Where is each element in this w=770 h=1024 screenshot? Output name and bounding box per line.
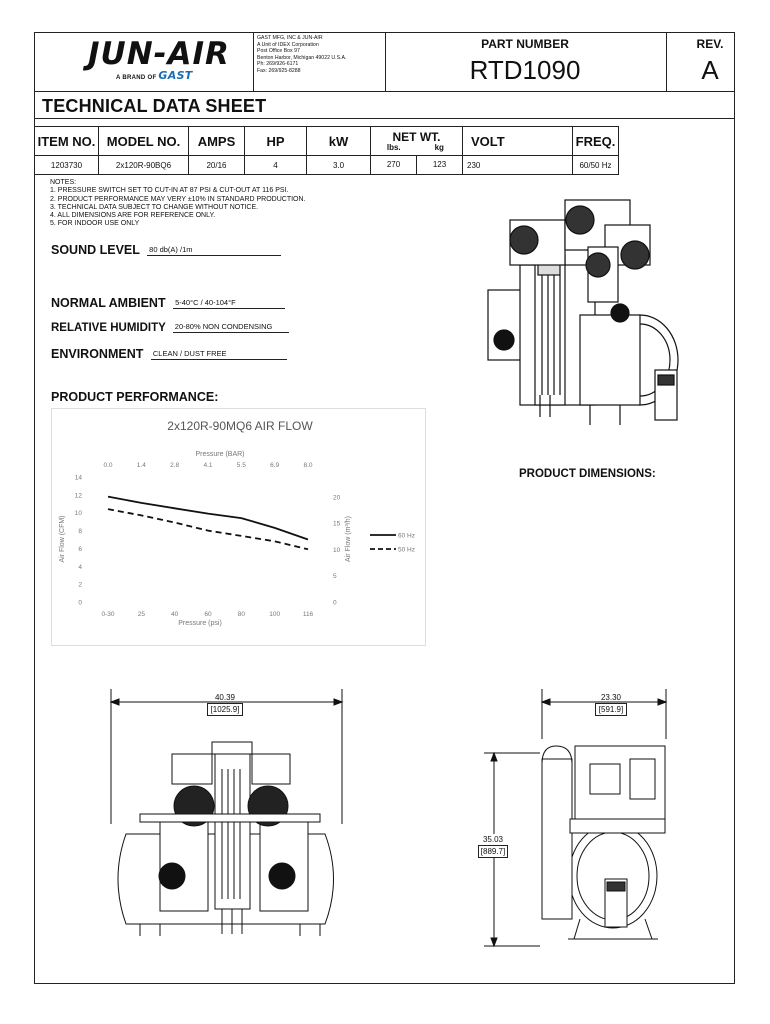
width-dimension-label xyxy=(190,692,260,716)
x2-tick-label: 8.0 xyxy=(303,462,313,469)
net-weight-label: NET WT. xyxy=(392,129,441,144)
notes-block xyxy=(50,179,306,229)
address-line: Post Office Box 97 xyxy=(257,48,300,55)
y-tick-label: 8 xyxy=(78,528,82,536)
note-line: 1. PRESSURE SWITCH SET TO CUT-IN AT 87 PSI & CUT-OUT AT 116 PSI. xyxy=(50,187,289,195)
x-tick-label: 100 xyxy=(269,611,281,618)
y2-axis-label: Air Flow (m³/h) xyxy=(345,516,352,562)
y-tick-label: 6 xyxy=(78,545,82,553)
x2-tick-label: 4.1 xyxy=(203,462,213,469)
sound-level-field xyxy=(51,243,281,257)
relative-humidity-field xyxy=(51,322,289,334)
header-net-weight xyxy=(371,127,463,156)
address-line: GAST MFG, INC & JUN-AIR xyxy=(257,35,323,41)
y2-tick-label: 0 xyxy=(333,599,337,607)
y2-tick-label: 20 xyxy=(333,494,341,502)
cell-net-weight xyxy=(371,156,463,175)
cell-amps: 20/16 xyxy=(189,156,245,175)
header-amps: AMPS xyxy=(189,127,245,156)
x2-tick-label: 1.4 xyxy=(136,462,146,469)
document-title: TECHNICAL DATA SHEET xyxy=(42,96,267,116)
y2-tick-label: 5 xyxy=(333,573,337,581)
header-freq: FREQ. xyxy=(573,127,619,156)
x2-tick-label: 6.9 xyxy=(270,462,280,469)
cell-hp: 4 xyxy=(245,156,307,175)
sound-level-label: SOUND LEVEL xyxy=(51,243,140,257)
note-line: 4. ALL DIMENSIONS ARE FOR REFERENCE ONLY. xyxy=(50,212,216,220)
title-divider xyxy=(34,118,735,119)
cell-kw: 3.0 xyxy=(307,156,371,175)
y2-tick-label: 10 xyxy=(333,546,341,554)
airflow-chart-box xyxy=(51,408,426,646)
gast-logo: GAST xyxy=(158,69,193,82)
rev-label: REV. xyxy=(696,37,724,51)
side-view-drawing xyxy=(470,684,700,954)
x-axis-label: Pressure (psi) xyxy=(178,620,222,627)
x-tick-label: 0-30 xyxy=(101,611,115,618)
x2-tick-label: 5.5 xyxy=(236,462,246,469)
x-tick-label: 80 xyxy=(237,611,245,618)
part-number-label: PART NUMBER xyxy=(481,37,569,51)
part-number-value: RTD1090 xyxy=(469,55,581,85)
cell-freq: 60/50 Hz xyxy=(573,156,619,175)
note-line: 5. FOR INDOOR USE ONLY xyxy=(50,220,140,228)
note-line: 3. TECHNICAL DATA SUBJECT TO CHANGE WITHOUT NOTICE. xyxy=(50,203,259,211)
cell-kg: 123 xyxy=(432,160,447,169)
y-tick-label: 4 xyxy=(78,563,82,571)
y-axis-label: Air Flow (CFM) xyxy=(59,515,66,563)
x-tick-label: 116 xyxy=(302,611,314,618)
note-line: NOTES: xyxy=(50,179,77,186)
brand-prefix: A BRAND OF xyxy=(116,75,157,81)
cell-item-no: 1203730 xyxy=(35,156,99,175)
front-view-drawing xyxy=(100,684,360,954)
relative-humidity-value: 20-80% NON CONDENSING xyxy=(173,322,289,333)
kg-label: kg xyxy=(434,142,444,152)
environment-label: ENVIRONMENT xyxy=(51,347,144,361)
x-tick-label: 25 xyxy=(137,611,145,618)
header-item-no: ITEM NO. xyxy=(35,127,99,156)
lbs-label: lbs. xyxy=(386,142,401,152)
height-dimension-label xyxy=(476,834,510,858)
header-hp: HP xyxy=(245,127,307,156)
product-dimensions-heading: PRODUCT DIMENSIONS: xyxy=(519,468,656,480)
y-tick-label: 2 xyxy=(78,581,82,589)
header-volt: VOLT xyxy=(463,127,573,156)
header-separator xyxy=(666,32,667,92)
depth-inches: 23.30 xyxy=(600,693,622,702)
spec-data-row xyxy=(35,156,619,175)
x-tick-label: 40 xyxy=(171,611,179,618)
width-mm: [1025.9] xyxy=(207,703,244,716)
header-kw: kW xyxy=(307,127,371,156)
relative-humidity-label: RELATIVE HUMIDITY xyxy=(51,322,166,334)
spec-table xyxy=(34,126,619,175)
note-line: 2. PRODUCT PERFORMANCE MAY VERY ±10% IN STANDARD PRODUCTION. xyxy=(50,195,306,203)
chart-title: 2x120R-90MQ6 AIR FLOW xyxy=(167,419,313,433)
height-inches: 35.03 xyxy=(482,835,504,844)
legend-label: 50 Hz xyxy=(398,546,415,554)
sound-level-value: 80 db(A) /1m xyxy=(147,245,281,256)
address-line: Fax: 269/925-8288 xyxy=(257,67,301,74)
depth-dimension-label xyxy=(576,692,646,716)
x2-tick-label: 2.8 xyxy=(170,462,180,469)
normal-ambient-value: 5-40°C / 40-104°F xyxy=(173,298,285,309)
normal-ambient-label: NORMAL AMBIENT xyxy=(51,296,166,310)
address-line: Ph: 269/926-6171 xyxy=(257,61,299,68)
y2-tick-label: 15 xyxy=(333,520,341,528)
x2-tick-label: 0.0 xyxy=(103,462,113,469)
brand-line xyxy=(116,69,193,82)
y-tick-label: 14 xyxy=(74,474,82,482)
product-performance-heading: PRODUCT PERFORMANCE: xyxy=(51,390,219,404)
width-inches: 40.39 xyxy=(214,693,236,702)
x-tick-label: 60 xyxy=(204,611,212,618)
cell-model-no: 2x120R-90BQ6 xyxy=(99,156,189,175)
header-model-no: MODEL NO. xyxy=(99,127,189,156)
jun-air-logo: JUN-AIR xyxy=(88,36,230,72)
environment-value: CLEAN / DUST FREE xyxy=(151,349,287,360)
header-separator xyxy=(253,32,254,92)
company-address xyxy=(257,35,346,75)
legend-label: 60 Hz xyxy=(398,532,415,540)
environment-field xyxy=(51,347,287,361)
y-tick-label: 12 xyxy=(74,492,82,500)
series-line-60-hz xyxy=(108,497,308,540)
compressor-isometric-illustration xyxy=(480,185,700,435)
normal-ambient-field xyxy=(51,296,285,310)
address-line: Benton Harbor, Michigan 49022 U.S.A. xyxy=(257,54,347,61)
height-mm: [889.7] xyxy=(478,845,508,858)
spec-header-row xyxy=(35,127,619,156)
depth-mm: [591.9] xyxy=(595,703,627,716)
x2-axis-label: Pressure (BAR) xyxy=(195,451,245,458)
cell-volt: 230 xyxy=(463,156,573,175)
y-tick-label: 0 xyxy=(78,599,82,607)
rev-value: A xyxy=(701,55,719,85)
address-line: A Unit of IDEX Corporation xyxy=(257,41,319,48)
y-tick-label: 10 xyxy=(74,510,82,518)
cell-lbs: 270 xyxy=(371,156,417,174)
airflow-chart xyxy=(52,409,427,647)
